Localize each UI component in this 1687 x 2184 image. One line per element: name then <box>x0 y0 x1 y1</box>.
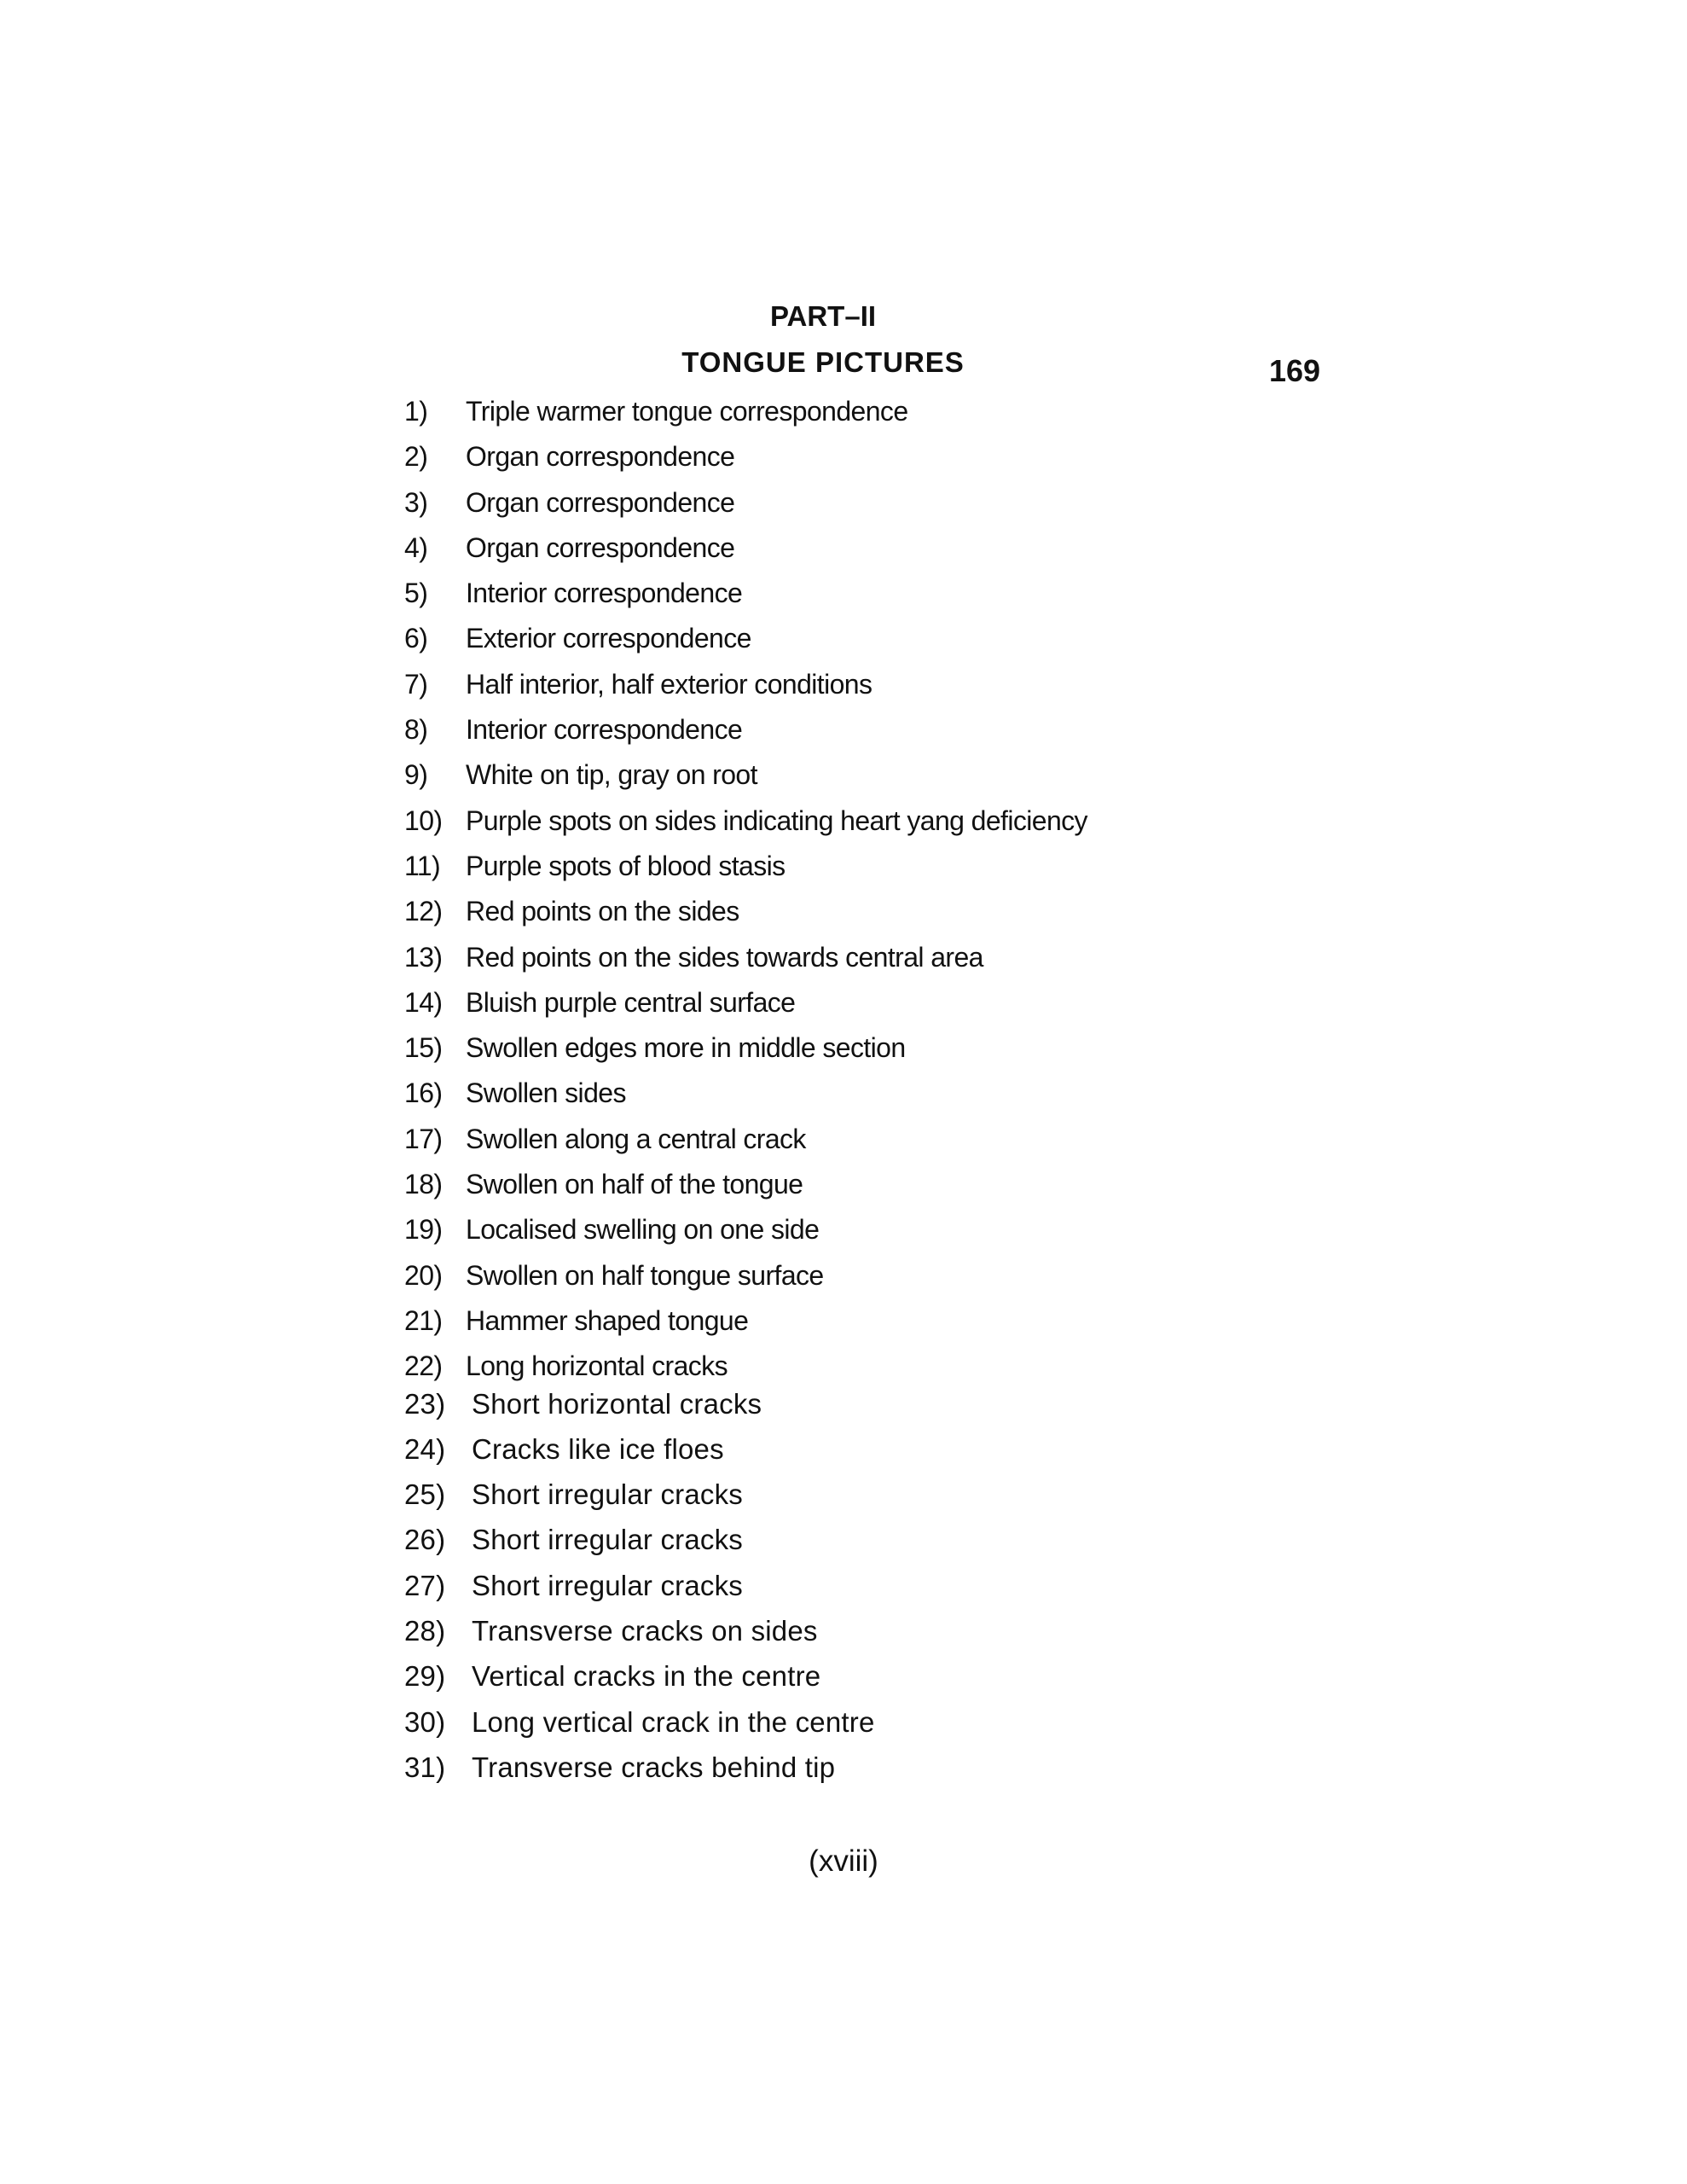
item-number: 30) <box>404 1705 446 1738</box>
list-item <box>404 571 1087 616</box>
item-text: Red points on the sides towards central area <box>466 941 983 973</box>
item-number: 4) <box>404 531 428 563</box>
item-text: Swollen edges more in middle section <box>466 1032 906 1064</box>
item-text: Purple spots of blood stasis <box>466 850 786 881</box>
item-text: White on tip, gray on root <box>466 759 757 791</box>
item-text: Organ correspondence <box>466 441 735 473</box>
item-text: Triple warmer tongue correspondence <box>466 396 908 427</box>
item-number: 7) <box>404 668 428 700</box>
list-item <box>404 1162 1087 1207</box>
list-item <box>404 1071 1087 1116</box>
list-item <box>404 1117 1087 1162</box>
item-number: 8) <box>404 714 428 746</box>
item-text: Half interior, half exterior conditions <box>466 668 872 700</box>
item-text: Swollen along a central crack <box>466 1123 806 1154</box>
list-item <box>404 980 1087 1025</box>
item-number: 10) <box>404 804 443 836</box>
item-text: Localised swelling on one side <box>466 1214 820 1246</box>
list-item <box>404 844 1087 889</box>
list-item <box>404 1745 1087 1790</box>
list-item <box>404 1517 1087 1562</box>
item-number: 16) <box>404 1077 443 1109</box>
list-item <box>404 1472 1087 1517</box>
item-text: Swollen on half tongue surface <box>466 1259 824 1291</box>
item-text: Bluish purple central surface <box>466 986 796 1018</box>
item-text: Transverse cracks behind tip <box>472 1751 836 1783</box>
list-item <box>404 480 1087 526</box>
item-number: 21) <box>404 1304 443 1336</box>
item-text: Short horizontal cracks <box>472 1387 762 1420</box>
item-number: 27) <box>404 1569 446 1601</box>
part-heading: PART–II <box>769 300 877 332</box>
item-text: Vertical cracks in the centre <box>472 1660 821 1693</box>
item-text: Short irregular cracks <box>472 1478 743 1511</box>
item-text: Long vertical crack in the centre <box>472 1705 875 1738</box>
item-number: 5) <box>404 578 428 609</box>
tongue-pictures-list <box>404 389 1087 1790</box>
list-item <box>404 1426 1087 1472</box>
item-text: Short irregular cracks <box>472 1569 743 1601</box>
item-number: 14) <box>404 986 443 1018</box>
list-item <box>404 1563 1087 1608</box>
item-number: 24) <box>404 1432 446 1465</box>
page-number: 169 <box>1269 353 1321 388</box>
list-item <box>404 1699 1087 1745</box>
item-number: 12) <box>404 896 443 927</box>
list-item <box>404 1653 1087 1699</box>
list-item <box>404 1253 1087 1298</box>
list-item <box>404 752 1087 798</box>
list-item <box>404 799 1087 844</box>
section-title: TONGUE PICTURES <box>681 346 965 378</box>
item-text: Short irregular cracks <box>472 1524 743 1556</box>
item-number: 6) <box>404 623 428 654</box>
item-number: 3) <box>404 486 428 518</box>
item-text: Cracks like ice floes <box>472 1432 724 1465</box>
item-text: Transverse cracks on sides <box>472 1615 818 1647</box>
item-number: 19) <box>404 1214 443 1246</box>
list-item <box>404 662 1087 707</box>
item-number: 20) <box>404 1259 443 1291</box>
list-item <box>404 1381 1087 1426</box>
list-item <box>404 526 1087 571</box>
item-number: 17) <box>404 1123 443 1154</box>
list-item <box>404 1025 1087 1071</box>
item-number: 29) <box>404 1660 446 1693</box>
item-number: 28) <box>404 1615 446 1647</box>
footer-page-number: (xviii) <box>809 1844 878 1878</box>
item-number: 26) <box>404 1524 446 1556</box>
item-number: 31) <box>404 1751 446 1783</box>
list-item <box>404 389 1087 434</box>
item-text: Exterior correspondence <box>466 623 751 654</box>
list-item <box>404 889 1087 934</box>
item-text: Interior correspondence <box>466 578 743 609</box>
item-number: 13) <box>404 941 443 973</box>
item-number: 23) <box>404 1387 446 1420</box>
item-text: Interior correspondence <box>466 714 743 746</box>
list-item <box>404 707 1087 752</box>
list-item <box>404 1207 1087 1252</box>
item-number: 9) <box>404 759 428 791</box>
item-text: Swollen sides <box>466 1077 626 1109</box>
list-item <box>404 1608 1087 1653</box>
item-number: 11) <box>404 850 441 881</box>
item-number: 22) <box>404 1350 443 1382</box>
item-text: Organ correspondence <box>466 486 735 518</box>
item-text: Organ correspondence <box>466 531 735 563</box>
item-number: 15) <box>404 1032 443 1064</box>
list-item <box>404 1298 1087 1344</box>
item-text: Purple spots on sides indicating heart yang deficiency <box>466 804 1087 836</box>
item-number: 25) <box>404 1478 446 1511</box>
item-number: 2) <box>404 441 428 473</box>
list-item <box>404 616 1087 661</box>
item-text: Swollen on half of the tongue <box>466 1169 803 1200</box>
item-text: Long horizontal cracks <box>466 1350 728 1382</box>
list-item <box>404 935 1087 980</box>
item-number: 1) <box>404 396 428 427</box>
list-item <box>404 434 1087 479</box>
item-text: Red points on the sides <box>466 896 739 927</box>
item-text: Hammer shaped tongue <box>466 1304 749 1336</box>
item-number: 18) <box>404 1169 443 1200</box>
